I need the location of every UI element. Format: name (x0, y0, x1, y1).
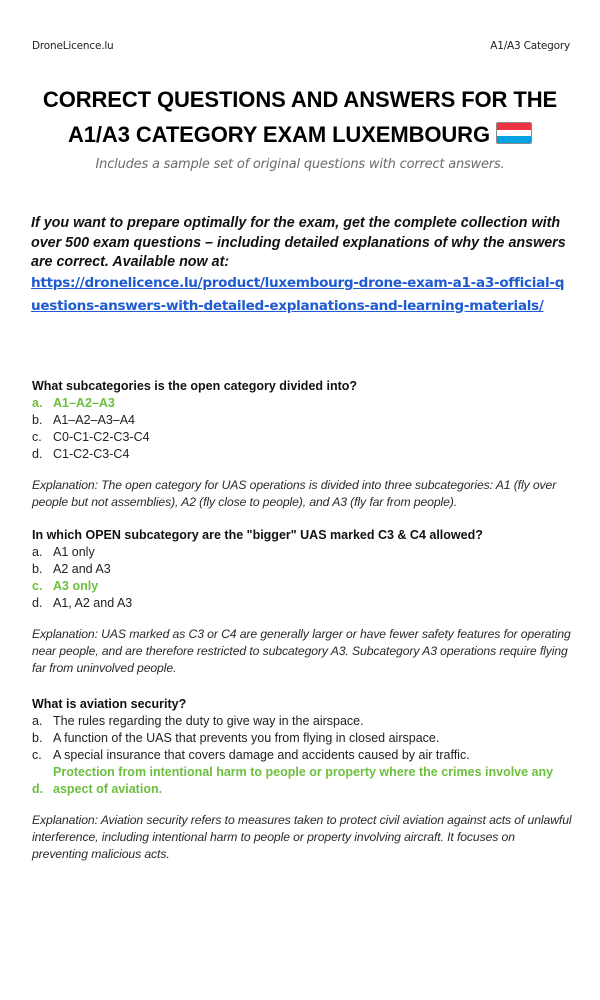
option-text: A1, A2 and A3 (53, 596, 133, 610)
answer-options (32, 544, 574, 612)
option-text: C0-C1-C2-C3-C4 (53, 430, 150, 444)
answer-option (32, 595, 574, 612)
title-line-2-text: A1/A3 CATEGORY EXAM LUXEMBOURG (68, 122, 490, 147)
option-text: A special insurance that covers damage and accidents caused by air traffic. (53, 748, 470, 762)
option-text: A1–A2–A3 (53, 396, 115, 410)
flag-stripe-blue (497, 136, 531, 143)
title-line-2 (0, 117, 600, 152)
question-text: In which OPEN subcategory are the "bigger" UAS marked C3 & C4 allowed? (32, 528, 483, 542)
option-text: A3 only (53, 579, 99, 593)
option-letter: b. (32, 413, 43, 427)
answer-option (32, 395, 574, 412)
option-letter: c. (32, 430, 42, 444)
option-letter: a. (32, 396, 43, 410)
option-letter: d. (32, 447, 43, 461)
option-text: A function of the UAS that prevents you from flying in closed airspace. (53, 731, 440, 745)
page-header (32, 40, 570, 52)
option-letter: d. (32, 782, 44, 796)
page-title (0, 82, 600, 152)
option-text: A1 only (53, 545, 95, 559)
option-letter: b. (32, 731, 43, 745)
answer-option (32, 730, 574, 747)
answer-options (32, 713, 574, 798)
answer-option (32, 429, 574, 446)
header-category: A1/A3 Category (490, 40, 570, 52)
luxembourg-flag-icon (496, 122, 532, 144)
question-block (32, 527, 574, 677)
answer-option (32, 764, 574, 798)
flag-stripe-white (497, 130, 531, 137)
answer-option (32, 747, 574, 764)
option-letter: c. (32, 748, 42, 762)
option-text: Protection from intentional harm to people or property where the crimes involve any aspect of aviation. (53, 765, 554, 796)
explanation: Explanation: UAS marked as C3 or C4 are generally larger or have fewer safety features for operating near people, and are therefore restricted to subcategory A3. Subcategory A3 operations require flying far from uninvolved people. (32, 627, 571, 675)
option-text: C1-C2-C3-C4 (53, 447, 130, 461)
option-text: A2 and A3 (53, 562, 111, 576)
answer-option (32, 412, 574, 429)
answer-option (32, 544, 574, 561)
question-text: What is aviation security? (32, 697, 187, 711)
answer-option (32, 578, 574, 595)
question-text: What subcategories is the open category divided into? (32, 379, 358, 393)
explanation: Explanation: The open category for UAS operations is divided into three subcategories: A1 (fly over people but not assemblies), A2 (fly close to people), and A3 (fly far from people). (32, 478, 557, 509)
answer-options (32, 395, 574, 463)
option-letter: a. (32, 714, 43, 728)
question-block (32, 696, 574, 863)
site-name: DroneLicence.lu (32, 40, 114, 52)
promo-text: If you want to prepare optimally for the exam, get the complete collection with over 500 exam questions – including detailed explanations of why the answers are correct. Available now at: (31, 215, 566, 270)
option-letter: b. (32, 562, 43, 576)
answer-option (32, 713, 574, 730)
option-letter: d. (32, 596, 43, 610)
product-link[interactable]: https://dronelicence.lu/product/luxembourg-drone-exam-a1-a3-official-questions-answers-with-detailed-explanations-and-learning-materials/ (31, 275, 565, 314)
subtitle: Includes a sample set of original questions with correct answers. (95, 157, 505, 172)
flag-stripe-red (497, 123, 531, 130)
option-text: The rules regarding the duty to give way in the airspace. (53, 714, 364, 728)
option-letter: c. (32, 579, 43, 593)
answer-option (32, 446, 574, 463)
question-block (32, 378, 574, 511)
option-letter: a. (32, 545, 43, 559)
answer-option (32, 561, 574, 578)
title-line-1: CORRECT QUESTIONS AND ANSWERS FOR THE (42, 87, 558, 112)
explanation: Explanation: Aviation security refers to measures taken to protect civil aviation against acts of unlawful interference, including intentional harm to people or property involving aircraft. It focuses on preventing malicious acts. (32, 813, 572, 861)
option-text: A1–A2–A3–A4 (53, 413, 136, 427)
